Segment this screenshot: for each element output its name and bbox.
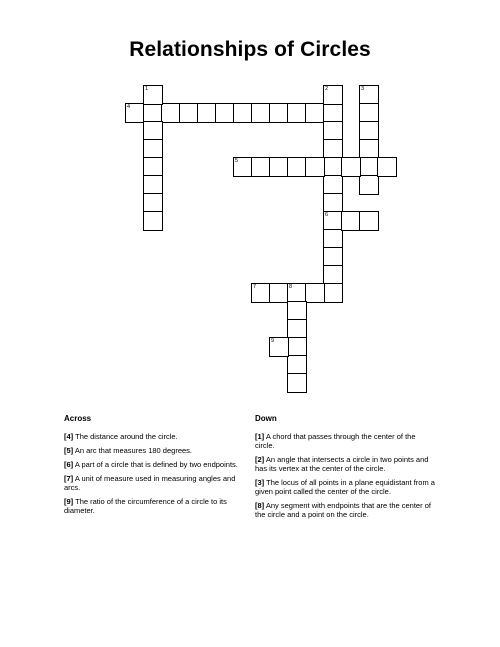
crossword-cell[interactable] [269,337,289,357]
crossword-cell[interactable] [323,175,343,195]
crossword-cell[interactable] [323,139,343,159]
crossword-cell[interactable] [323,121,343,141]
crossword-cell[interactable] [323,247,343,267]
cell-number: 2 [325,86,329,92]
crossword-cell[interactable] [143,121,163,141]
page-title: Relationships of Circles [129,38,371,61]
crossword-cell[interactable] [323,193,343,213]
crossword-cell[interactable] [287,157,307,177]
crossword-cell[interactable] [305,283,325,303]
crossword-cell[interactable] [359,211,379,231]
across-clue: [5] An arc that measures 180 degrees. [64,446,192,455]
crossword-cell[interactable] [305,157,325,177]
crossword-cell[interactable] [143,175,163,195]
cell-number: 9 [271,338,275,344]
crossword-cell[interactable] [359,175,379,195]
cell-number: 8 [289,284,293,290]
cell-number: 3 [361,86,365,92]
crossword-cell[interactable] [341,211,361,231]
cell-number: 4 [127,104,131,110]
crossword-cell[interactable] [269,283,289,303]
crossword-cell[interactable] [323,229,343,249]
crossword-cell[interactable] [287,373,307,393]
crossword-cell[interactable] [215,103,235,123]
crossword-cell[interactable] [287,355,307,375]
crossword-cell[interactable] [143,85,163,105]
down-clue: [1] A chord that passes through the center of the circle. [255,432,416,450]
crossword-cell[interactable] [359,121,379,141]
crossword-cell[interactable] [143,157,163,177]
cell-number: 5 [235,158,239,164]
crossword-cell[interactable] [287,103,307,123]
crossword-cell[interactable] [323,85,343,105]
crossword-cell[interactable] [269,157,289,177]
cell-number: 6 [325,212,329,218]
crossword-cell[interactable] [287,283,307,303]
crossword-cell[interactable] [269,103,289,123]
crossword-cell[interactable] [251,103,271,123]
across-heading: Across [64,414,92,423]
crossword-cell[interactable] [287,319,307,339]
across-clue: [7] A unit of measure used in measuring angles and arcs. [64,474,236,492]
crossword-cell[interactable] [287,301,307,321]
crossword-cell[interactable] [143,193,163,213]
crossword-cell[interactable] [323,283,343,303]
crossword-cell[interactable] [143,211,163,231]
crossword-cell[interactable] [179,103,199,123]
crossword-cell[interactable] [125,103,145,123]
crossword-cell[interactable] [359,103,379,123]
crossword-cell[interactable] [161,103,181,123]
crossword-cell[interactable] [341,157,361,177]
across-clue: [9] The ratio of the circumference of a circle to its diameter. [64,497,227,515]
crossword-cell[interactable] [377,157,397,177]
down-clues [255,432,435,524]
crossword-cell[interactable] [323,157,343,177]
down-clue: [8] Any segment with endpoints that are the center of the circle and a point on the circle. [255,501,431,519]
crossword-cell[interactable] [233,157,253,177]
crossword-cell[interactable] [143,139,163,159]
across-clue: [6] A part of a circle that is defined by two endpoints. [64,460,238,469]
down-clue: [3] The locus of all points in a plane equidistant from a given point called the center of the circle. [255,478,435,496]
crossword-cell[interactable] [305,103,325,123]
crossword-cell[interactable] [233,103,253,123]
crossword-cell[interactable] [323,211,343,231]
cell-number: 7 [253,284,257,290]
crossword-cell[interactable] [287,337,307,357]
across-clues [64,432,244,520]
crossword-cell[interactable] [359,157,379,177]
across-clue: [4] The distance around the circle. [64,432,178,441]
crossword-cell[interactable] [251,283,271,303]
crossword-cell[interactable] [359,85,379,105]
crossword-cell[interactable] [359,139,379,159]
down-clue: [2] An angle that intersects a circle in two points and has its vertex at the center of the circle. [255,455,429,473]
crossword-cell[interactable] [251,157,271,177]
crossword-cell[interactable] [323,103,343,123]
cell-number: 1 [145,86,149,92]
crossword-cell[interactable] [197,103,217,123]
down-heading: Down [255,414,277,423]
crossword-cell[interactable] [323,265,343,285]
crossword-cell[interactable] [143,103,163,123]
